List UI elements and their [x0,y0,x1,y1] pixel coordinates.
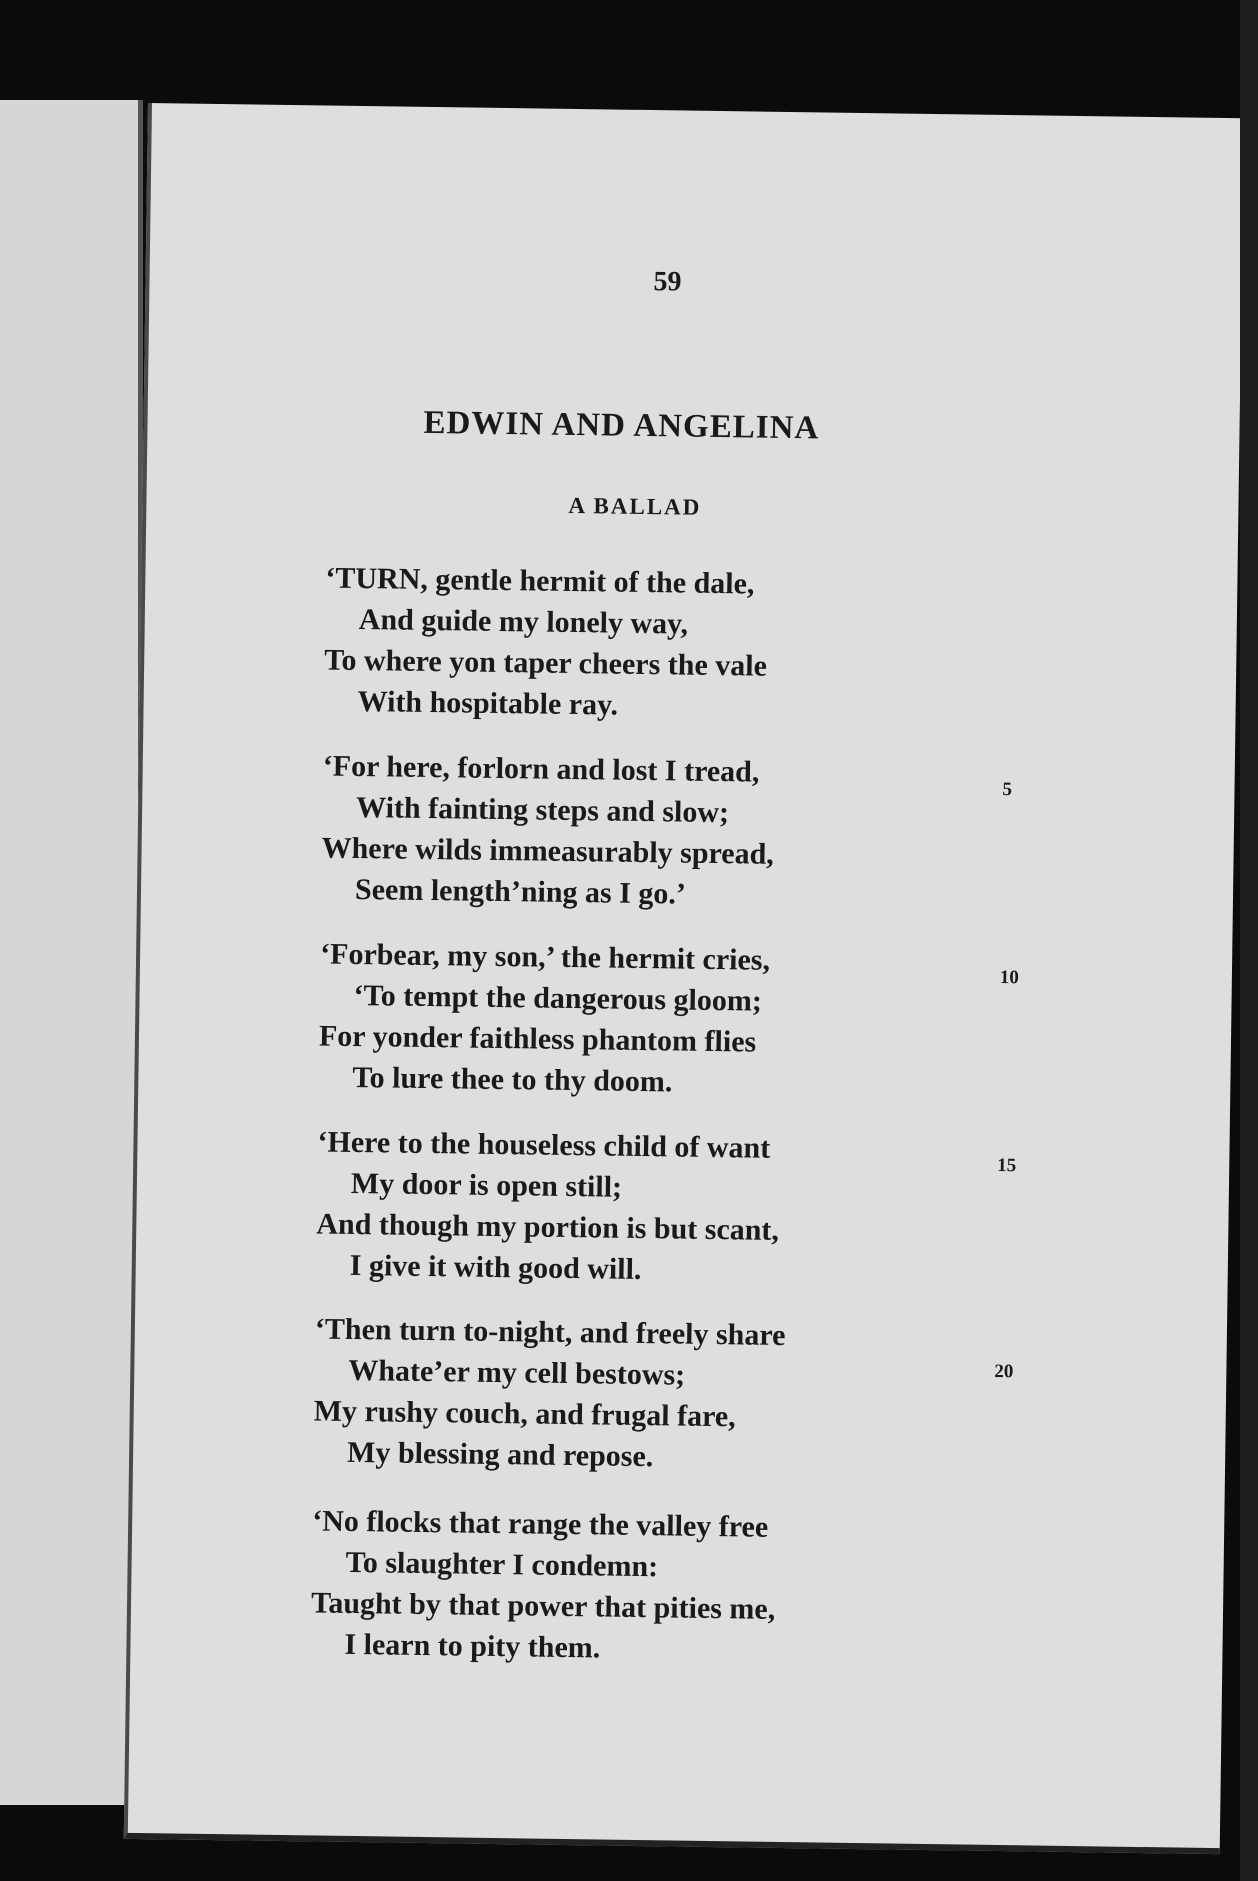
verse-line: ‘To tempt the dangerous gloom; [353,978,763,1018]
verse-line: Seem length’ning as I go.’ [354,872,687,911]
verse-line: To slaughter I condemn: [345,1545,659,1584]
stanza-4 [316,1121,958,1294]
poem-title: EDWIN AND ANGELINA [423,404,820,447]
previous-page-edge [0,100,143,1805]
verse-line: For yonder faithless phantom flies [318,1019,757,1059]
verse-line: And though my portion is but scant, [316,1207,780,1247]
verse-line: I give it with good will. [349,1248,642,1287]
verse-line: ‘Then turn to-night, and freely share [314,1312,786,1353]
verse-line: With hospitable ray. [357,684,619,722]
stanza-1 [323,558,965,731]
verse-line: ‘For here, forlorn and lost I tread, [322,749,760,789]
book-page [124,103,1244,1854]
stanza-2 [321,746,963,919]
verse-line: Taught by that power that pities me, [310,1586,776,1626]
poem-subtitle: A BALLAD [568,492,702,520]
book-spine-edge [1240,0,1258,1881]
line-number-15: 15 [997,1154,1017,1177]
page-number: 59 [653,266,682,298]
verse-line: To where yon taper cheers the vale [324,643,768,683]
verse-line: Whate’er my cell bestows; [348,1353,686,1392]
verse-line: My door is open still; [350,1166,623,1204]
verse-line: ‘TURN, gentle hermit of the dale, [325,561,755,601]
line-number-10: 10 [999,966,1020,989]
verse-line: My rushy couch, and frugal fare, [313,1394,736,1434]
verse-line: I learn to pity them. [344,1627,601,1665]
verse-line: To lure thee to thy doom. [352,1060,673,1099]
verse-line: ‘Here to the houseless child of want [317,1125,771,1165]
verse-line: ‘Forbear, my son,’ the hermit cries, [319,937,771,977]
verse-line: And guide my lonely way, [358,602,689,641]
verse-line: My blessing and repose. [346,1435,654,1474]
stanza-5 [313,1308,955,1481]
verse-line: Where wilds immeasurably spread, [321,831,775,871]
line-number-20: 20 [994,1360,1014,1383]
stanza-6 [310,1500,952,1673]
stanza-3 [318,933,960,1106]
verse-line: With fainting steps and slow; [355,790,730,830]
line-number-5: 5 [1002,778,1013,801]
verse-line: ‘No flocks that range the valley free [311,1504,769,1544]
